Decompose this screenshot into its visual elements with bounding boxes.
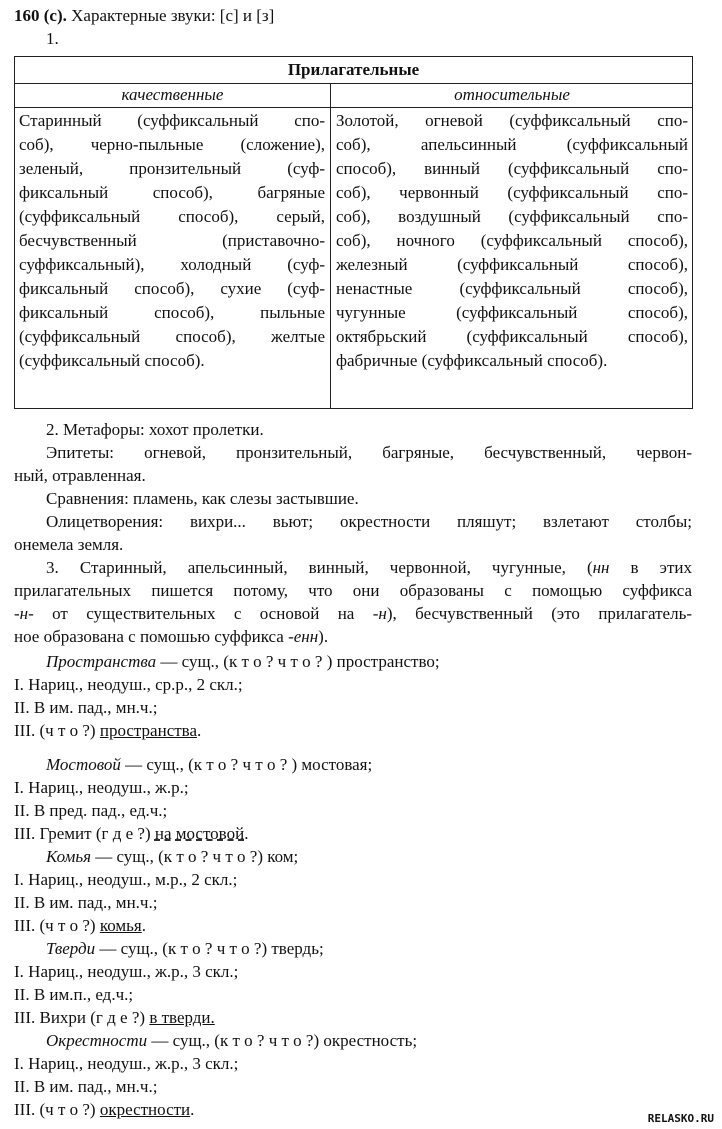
text-fragment: . xyxy=(197,721,202,740)
table-line: зеленый, пронзительный (суф- xyxy=(19,159,325,178)
underlined-word: на мостовой xyxy=(154,824,245,843)
table-line: (суффиксальный способ). xyxy=(19,351,205,370)
exercise-number: 160 (с). xyxy=(14,6,67,25)
analysis-line xyxy=(14,1006,215,1030)
exercise-header xyxy=(14,4,274,28)
underlined-word: окрестности xyxy=(99,1100,191,1119)
table-line: октябрьский (суффиксальный способ), xyxy=(336,327,688,346)
table-line: соб), червонный (суффиксальный спо- xyxy=(336,183,688,202)
table-title: Прилагательные xyxy=(15,57,692,84)
analysis-line: II. В им. пад., мн.ч.; xyxy=(14,1077,158,1096)
table-line: суффиксальный), холодный (суф- xyxy=(19,255,325,274)
qualitative-column xyxy=(19,109,325,373)
text-fragment: III. (ч т о ?) xyxy=(14,1100,100,1119)
table-line: соб), черно-пыльные (сложение), xyxy=(19,135,325,154)
table-line: Золотой, огневой (суффиксальный спо- xyxy=(336,111,688,130)
table-line: Старинный (суффиксальный спо- xyxy=(19,111,325,130)
analysis-heading xyxy=(46,650,440,674)
underlined-word: пространства xyxy=(99,721,198,740)
col-header-relative: относительные xyxy=(331,83,693,108)
metaphors-line: 2. Метафоры: хохот пролетки. xyxy=(46,420,264,439)
analysis-word: Пространства xyxy=(46,652,157,671)
exercise-title: Характерные звуки: [с] и [з] xyxy=(71,6,275,25)
analysis-heading xyxy=(46,845,298,869)
col-header-qualitative: качественные xyxy=(15,83,330,108)
text-fragment: III. Гремит (г д е ?) xyxy=(14,824,155,843)
analysis-heading xyxy=(46,1029,417,1053)
section3-line-2: прилагательных пишется потому, что они образованы с помощью суффикса xyxy=(14,581,692,600)
text-fragment: III. (ч т о ?) xyxy=(14,721,100,740)
text-fragment: -енн xyxy=(288,627,319,646)
table-line: соб), апельсинный (суффиксальный xyxy=(336,135,688,154)
table-line: железный (суффиксальный способ), xyxy=(336,255,688,274)
analysis-line: II. В им.п., ед.ч.; xyxy=(14,985,134,1004)
analysis-rest: — сущ., (к т о ? ч т о ? ) мостовая; xyxy=(120,755,373,774)
text-fragment: III. Вихри (г д е ?) xyxy=(14,1008,150,1027)
underlined-word: комья xyxy=(99,916,142,935)
analysis-heading xyxy=(46,937,324,961)
analysis-line: I. Нариц., неодуш., ср.р., 2 скл.; xyxy=(14,675,243,694)
section3-line-1 xyxy=(46,556,692,580)
analysis-word: Тверди xyxy=(46,939,96,958)
table-line: фиксальный способ), сухие (суф- xyxy=(19,279,325,298)
adjectives-table xyxy=(14,56,693,409)
analysis-word: Окрестности xyxy=(46,1031,148,1050)
table-line: ненастные (суффиксальный способ), xyxy=(336,279,688,298)
analysis-line xyxy=(14,914,146,938)
analysis-line: I. Нариц., неодуш., ж.р., 3 скл.; xyxy=(14,1054,239,1073)
analysis-line xyxy=(14,1098,194,1122)
analysis-line: II. В им. пад., мн.ч.; xyxy=(14,698,158,717)
analysis-rest: — сущ., (к т о ? ч т о ?) окрестность; xyxy=(147,1031,418,1050)
analysis-line: II. В им. пад., мн.ч.; xyxy=(14,893,158,912)
column-divider xyxy=(330,83,331,409)
text-fragment: . xyxy=(190,1100,195,1119)
analysis-rest: — сущ., (к т о ? ч т о ? ) пространство; xyxy=(156,652,440,671)
text-fragment: . xyxy=(244,824,249,843)
personification-line-cont: онемела земля. xyxy=(14,535,124,554)
epithets-line-cont: ный, отравленная. xyxy=(14,466,146,485)
text-fragment: ное образована с помошью суффикса xyxy=(14,627,289,646)
text-fragment: нн xyxy=(592,558,610,577)
table-line: способ), винный (суффиксальный спо- xyxy=(336,159,688,178)
epithets-line: Эпитеты: огневой, пронзительный, багряные, бесчувственный, червон- xyxy=(46,443,692,462)
analysis-line: I. Нариц., неодуш., ж.р.; xyxy=(14,778,189,797)
table-line: чугунные (суффиксальный способ), xyxy=(336,303,688,322)
section3-line-4 xyxy=(14,625,328,649)
table-line: фабричные (суффиксальный способ). xyxy=(336,351,608,370)
analysis-heading xyxy=(46,753,372,777)
text-fragment: -н- xyxy=(14,604,34,623)
text-fragment: III. (ч т о ?) xyxy=(14,916,100,935)
underlined-word: в тверди. xyxy=(149,1008,215,1027)
section3-line-3 xyxy=(14,602,692,626)
table-line: (суффиксальный способ), серый, xyxy=(19,207,325,226)
personification-line: Олицетворения: вихри... вьют; окрестности пляшут; взлетают столбы; xyxy=(46,512,692,531)
analysis-word: Комья xyxy=(46,847,91,866)
text-fragment: -н xyxy=(372,604,387,623)
analysis-line: II. В пред. пад., ед.ч.; xyxy=(14,801,168,820)
analysis-rest: — сущ., (к т о ? ч т о ?) ком; xyxy=(90,847,299,866)
analysis-word: Мостовой xyxy=(46,755,121,774)
table-line: фиксальный способ), пыльные xyxy=(19,303,325,322)
analysis-line: I. Нариц., неодуш., ж.р., 3 скл.; xyxy=(14,962,239,981)
table-line: фиксальный способ), багряные xyxy=(19,183,325,202)
text-fragment: ). xyxy=(318,627,329,646)
analysis-line: I. Нариц., неодуш., м.р., 2 скл.; xyxy=(14,870,238,889)
analysis-line xyxy=(14,822,248,846)
relative-column xyxy=(336,109,688,373)
watermark: RELASKO.RU xyxy=(647,1112,714,1125)
table-line: соб), воздушный (суффиксальный спо- xyxy=(336,207,688,226)
table-line: соб), ночного (суффиксальный способ), xyxy=(336,231,688,250)
table-line: бесчувственный (приставочно- xyxy=(19,231,325,250)
item-1-label: 1. xyxy=(46,29,59,48)
table-line: (суффиксальный способ), желтые xyxy=(19,327,325,346)
comparisons-line: Сравнения: пламень, как слезы застывшие. xyxy=(46,489,359,508)
text-fragment: . xyxy=(141,916,146,935)
text-fragment: ), бесчувственный (это прилагатель- xyxy=(386,604,692,623)
text-fragment: 3. Старинный, апельсинный, винный, червонной, чугунные, ( xyxy=(46,558,593,577)
analysis-rest: — сущ., (к т о ? ч т о ?) твердь; xyxy=(95,939,324,958)
analysis-line xyxy=(14,719,201,743)
text-fragment: от существительных с основой на xyxy=(33,604,373,623)
text-fragment: в этих xyxy=(609,558,692,577)
